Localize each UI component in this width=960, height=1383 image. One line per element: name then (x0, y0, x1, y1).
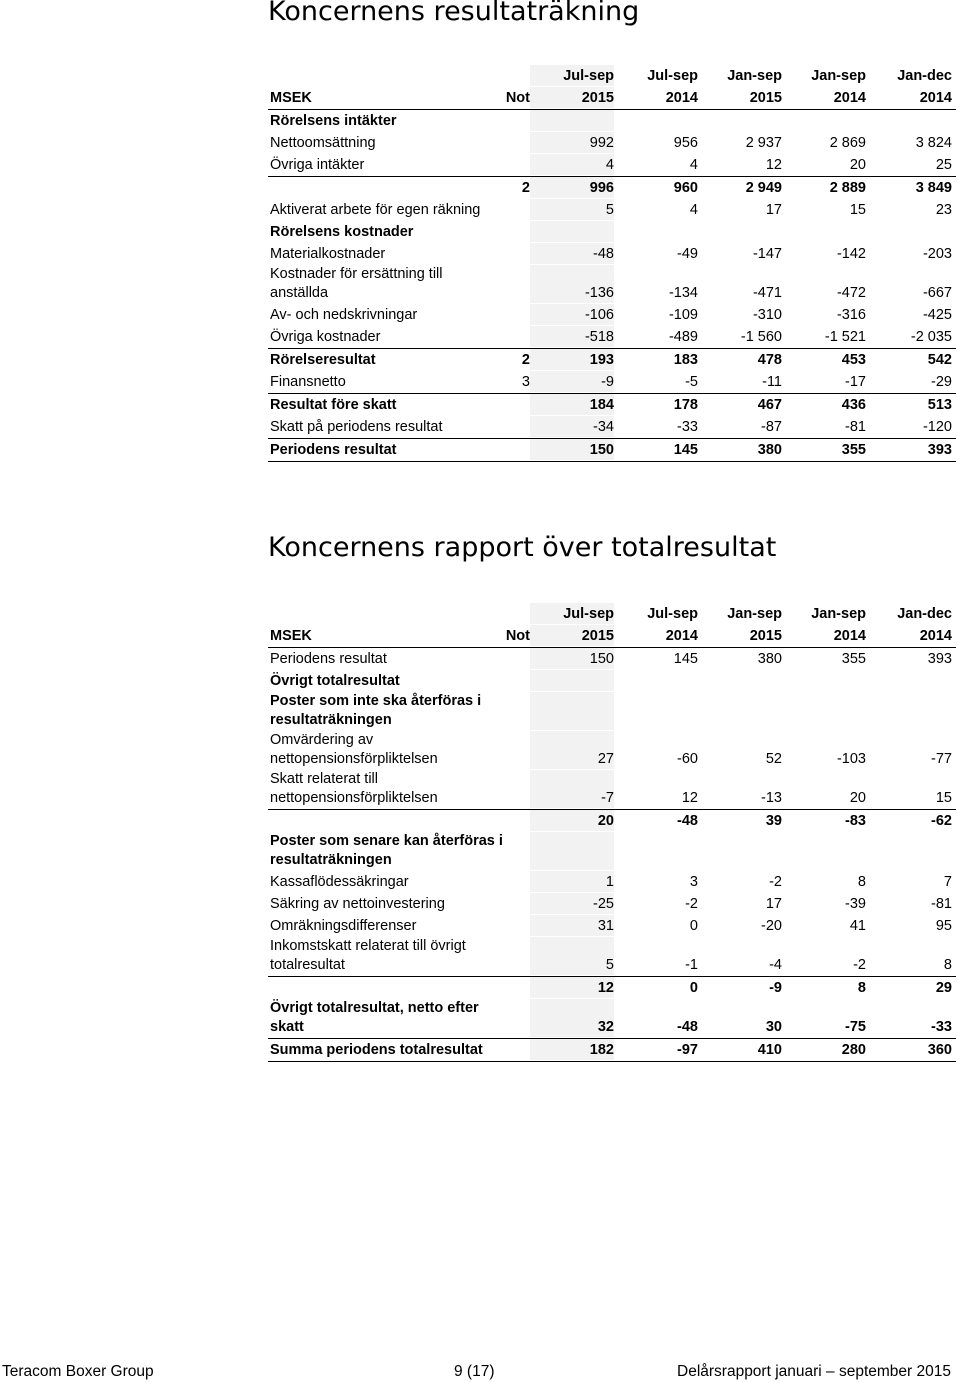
column-header-year: 2015 (581, 628, 614, 644)
value-cell: -77 (931, 751, 952, 767)
value-cell: 30 (765, 1019, 782, 1035)
column-header-year: 2014 (919, 90, 952, 106)
table-row (268, 371, 956, 394)
value-cell: 20 (849, 157, 866, 173)
value-cell: -25 (593, 896, 614, 912)
value-cell: 355 (841, 651, 866, 667)
value-cell: 193 (589, 352, 614, 368)
value-cell: 12 (681, 790, 698, 806)
row-label: Inkomstskatt relaterat till övrigt totalresultat (270, 938, 466, 973)
column-header-year: 2014 (665, 90, 698, 106)
table-row (268, 349, 956, 371)
value-cell: -203 (922, 246, 952, 262)
column-header-year: 2014 (833, 90, 866, 106)
value-cell: 5 (605, 957, 614, 973)
value-cell: 145 (673, 651, 698, 667)
header-row-period (268, 65, 956, 87)
value-cell: 467 (757, 397, 782, 413)
shaded-value-cell (530, 304, 614, 325)
header-unit-label: MSEK (270, 90, 312, 106)
value-cell: -103 (836, 751, 866, 767)
shaded-value-cell (530, 999, 614, 1037)
header-row-year (268, 625, 956, 648)
column-header-period: Jul-sep (563, 68, 614, 84)
column-header-year: 2015 (581, 90, 614, 106)
value-cell: 95 (935, 918, 952, 934)
value-cell: 8 (857, 980, 866, 996)
value-cell: 2 937 (745, 135, 782, 151)
row-label: Omvärdering av nettopensionsförpliktelsen (270, 732, 438, 767)
column-header-year: 2014 (833, 628, 866, 644)
value-cell: 360 (927, 1042, 952, 1058)
shaded-value-cell (530, 937, 614, 975)
row-note: 2 (521, 352, 530, 368)
table-row (268, 1039, 956, 1062)
shaded-value-cell (530, 177, 614, 198)
header-shaded-cell (530, 603, 614, 624)
value-cell: -147 (752, 246, 782, 262)
value-cell: 7 (943, 874, 952, 890)
shaded-value-cell (530, 893, 614, 914)
shaded-value-cell (530, 832, 614, 870)
value-cell: -13 (761, 790, 782, 806)
value-cell: -2 (853, 957, 866, 973)
shaded-value-cell (530, 371, 614, 392)
value-cell: 32 (597, 1019, 614, 1035)
header-row-period (268, 603, 956, 625)
row-label: Periodens resultat (270, 442, 397, 458)
value-cell: 150 (589, 651, 614, 667)
table-row (268, 439, 956, 462)
column-header-period: Jul-sep (647, 68, 698, 84)
value-cell: -81 (931, 896, 952, 912)
value-cell: 182 (589, 1042, 614, 1058)
shaded-value-cell (530, 670, 614, 691)
value-cell: -667 (922, 285, 952, 301)
table-row (268, 648, 956, 670)
value-cell: 31 (597, 918, 614, 934)
value-cell: -83 (845, 813, 866, 829)
value-cell: -9 (769, 980, 782, 996)
value-cell: -1 (685, 957, 698, 973)
value-cell: -39 (845, 896, 866, 912)
value-cell: -109 (668, 307, 698, 323)
value-cell: -134 (668, 285, 698, 301)
value-cell: -75 (845, 1019, 866, 1035)
value-cell: 960 (673, 180, 698, 196)
row-label: Finansnetto (270, 374, 346, 390)
value-cell: -472 (836, 285, 866, 301)
value-cell: -87 (761, 419, 782, 435)
row-label: Summa periodens totalresultat (270, 1042, 483, 1058)
value-cell: 1 (605, 874, 614, 890)
value-cell: 393 (927, 651, 952, 667)
column-header-year: 2014 (919, 628, 952, 644)
value-cell: 184 (589, 397, 614, 413)
shaded-value-cell (530, 132, 614, 153)
shaded-value-cell (530, 110, 614, 131)
value-cell: 4 (689, 157, 698, 173)
value-cell: -97 (677, 1042, 698, 1058)
table-row (268, 937, 956, 977)
column-header-year: 2015 (749, 90, 782, 106)
row-label: Kassaflödessäkringar (270, 874, 409, 890)
value-cell: 178 (673, 397, 698, 413)
row-label: Övriga intäkter (270, 157, 365, 173)
value-cell: -2 (769, 874, 782, 890)
value-cell: -316 (836, 307, 866, 323)
table-row (268, 132, 956, 154)
value-cell: -20 (761, 918, 782, 934)
comprehensive-income-table (268, 603, 956, 1062)
table-row (268, 770, 956, 810)
value-cell: 23 (935, 202, 952, 218)
row-label: Omräkningsdifferenser (270, 918, 417, 934)
shaded-value-cell (530, 810, 614, 831)
value-cell: 3 (689, 874, 698, 890)
row-label: Rörelsens intäkter (270, 113, 397, 129)
row-label: Övrigt totalresultat (270, 673, 400, 689)
column-header-period: Jan-dec (897, 68, 952, 84)
row-label: Skatt på periodens resultat (270, 419, 443, 435)
value-cell: -11 (762, 374, 782, 390)
value-cell: 5 (605, 202, 614, 218)
row-label: Övrigt totalresultat, netto efter skatt (270, 1000, 479, 1035)
value-cell: -29 (931, 374, 952, 390)
shaded-value-cell (530, 648, 614, 669)
column-header-period: Jan-sep (811, 68, 866, 84)
shaded-value-cell (530, 871, 614, 892)
shaded-value-cell (530, 439, 614, 460)
value-cell: 2 949 (745, 180, 782, 196)
value-cell: 2 869 (829, 135, 866, 151)
value-cell: 183 (673, 352, 698, 368)
column-header-year: 2014 (665, 628, 698, 644)
shaded-value-cell (530, 977, 614, 998)
value-cell: -120 (922, 419, 952, 435)
value-cell: -136 (584, 285, 614, 301)
column-header-period: Jul-sep (647, 606, 698, 622)
value-cell: 41 (849, 918, 866, 934)
value-cell: 453 (841, 352, 866, 368)
table-row (268, 394, 956, 416)
value-cell: -9 (601, 374, 614, 390)
column-header-period: Jul-sep (563, 606, 614, 622)
table-row (268, 177, 956, 199)
row-label: Poster som inte ska återföras i resultaträkningen (270, 693, 482, 728)
header-note-label: Not (505, 628, 530, 644)
value-cell: 8 (943, 957, 952, 973)
column-header-period: Jan-sep (811, 606, 866, 622)
row-label: Rörelsens kostnader (270, 224, 414, 240)
row-label: Skatt relaterat till nettopensionsförpliktelsen (270, 771, 438, 806)
value-cell: -1 521 (824, 329, 866, 345)
row-label: Nettoomsättning (270, 135, 376, 151)
value-cell: 410 (757, 1042, 782, 1058)
table-row (268, 326, 956, 349)
value-cell: -2 (685, 896, 698, 912)
value-cell: -425 (922, 307, 952, 323)
value-cell: 4 (689, 202, 698, 218)
value-cell: 25 (935, 157, 952, 173)
value-cell: -1 560 (740, 329, 782, 345)
value-cell: -471 (752, 285, 782, 301)
column-header-period: Jan-sep (727, 606, 782, 622)
shaded-value-cell (530, 915, 614, 936)
value-cell: -48 (677, 813, 698, 829)
value-cell: 17 (765, 202, 782, 218)
table-row (268, 832, 956, 871)
value-cell: 380 (757, 442, 782, 458)
comprehensive-income-title: Koncernens rapport över totalresultat (268, 532, 777, 563)
header-shaded-cell (530, 65, 614, 86)
value-cell: -49 (677, 246, 698, 262)
shaded-value-cell (530, 199, 614, 220)
row-label: Övriga kostnader (270, 329, 381, 345)
value-cell: -33 (931, 1019, 952, 1035)
shaded-value-cell (530, 265, 614, 303)
value-cell: 280 (841, 1042, 866, 1058)
value-cell: -106 (584, 307, 614, 323)
value-cell: 393 (927, 442, 952, 458)
value-cell: 15 (935, 790, 952, 806)
shaded-value-cell (530, 416, 614, 437)
value-cell: 145 (673, 442, 698, 458)
value-cell: 542 (927, 352, 952, 368)
income-statement-title: Koncernens resultaträkning (268, 0, 640, 27)
table-row (268, 915, 956, 937)
value-cell: 2 889 (829, 180, 866, 196)
value-cell: 29 (935, 980, 952, 996)
header-unit-label: MSEK (270, 628, 312, 644)
row-note: 2 (521, 180, 530, 196)
value-cell: -489 (668, 329, 698, 345)
table-row (268, 243, 956, 265)
shaded-value-cell (530, 1039, 614, 1060)
value-cell: 355 (841, 442, 866, 458)
value-cell: 27 (597, 751, 614, 767)
shaded-value-cell (530, 154, 614, 175)
row-label: Av- och nedskrivningar (270, 307, 418, 323)
value-cell: -62 (931, 813, 952, 829)
row-label: Resultat före skatt (270, 397, 397, 413)
value-cell: 52 (765, 751, 782, 767)
value-cell: 0 (689, 918, 698, 934)
value-cell: 20 (849, 790, 866, 806)
value-cell: -7 (601, 790, 614, 806)
column-header-year: 2015 (749, 628, 782, 644)
row-label: Periodens resultat (270, 651, 387, 667)
footer-company: Teracom Boxer Group (2, 1363, 154, 1380)
table-row (268, 871, 956, 893)
value-cell: 478 (757, 352, 782, 368)
table-row (268, 999, 956, 1039)
column-header-period: Jan-sep (727, 68, 782, 84)
row-label: Säkring av nettoinvestering (270, 896, 445, 912)
value-cell: -4 (769, 957, 782, 973)
value-cell: 3 824 (915, 135, 952, 151)
value-cell: -33 (677, 419, 698, 435)
table-row (268, 692, 956, 731)
value-cell: 17 (765, 896, 782, 912)
value-cell: 992 (589, 135, 614, 151)
row-label: Poster som senare kan återföras i resultaträkningen (270, 833, 503, 868)
table-row (268, 221, 956, 243)
value-cell: 380 (757, 651, 782, 667)
table-row (268, 199, 956, 221)
income-statement-table (268, 65, 956, 462)
value-cell: -310 (752, 307, 782, 323)
header-shaded-cell (530, 87, 614, 108)
header-note-label: Not (505, 90, 530, 106)
shaded-value-cell (530, 394, 614, 415)
table-row (268, 810, 956, 832)
value-cell: 39 (765, 813, 782, 829)
table-row (268, 265, 956, 304)
row-note: 3 (521, 374, 530, 390)
value-cell: -34 (593, 419, 614, 435)
value-cell: -17 (845, 374, 866, 390)
table-row (268, 731, 956, 770)
value-cell: -48 (677, 1019, 698, 1035)
value-cell: -81 (845, 419, 866, 435)
shaded-value-cell (530, 692, 614, 730)
value-cell: 956 (673, 135, 698, 151)
shaded-value-cell (530, 731, 614, 769)
footer-page-number: 9 (17) (454, 1363, 495, 1380)
row-label: Rörelseresultat (270, 352, 376, 368)
shaded-value-cell (530, 243, 614, 264)
table-row (268, 670, 956, 692)
value-cell: 513 (927, 397, 952, 413)
column-header-period: Jan-dec (897, 606, 952, 622)
table-row (268, 154, 956, 177)
value-cell: -518 (584, 329, 614, 345)
row-label: Kostnader för ersättning till anställda (270, 266, 443, 301)
header-shaded-cell (530, 625, 614, 646)
value-cell: 20 (597, 813, 614, 829)
row-label: Materialkostnader (270, 246, 386, 262)
value-cell: 150 (589, 442, 614, 458)
table-row (268, 977, 956, 999)
shaded-value-cell (530, 326, 614, 347)
value-cell: -60 (677, 751, 698, 767)
value-cell: 996 (589, 180, 614, 196)
table-row (268, 110, 956, 132)
table-row (268, 416, 956, 439)
value-cell: 12 (597, 980, 614, 996)
value-cell: -48 (593, 246, 614, 262)
table-row (268, 304, 956, 326)
value-cell: -142 (836, 246, 866, 262)
value-cell: 0 (689, 980, 698, 996)
value-cell: 12 (765, 157, 782, 173)
value-cell: 15 (849, 202, 866, 218)
row-label: Aktiverat arbete för egen räkning (270, 202, 481, 218)
table-row (268, 893, 956, 915)
footer-report-name: Delårsrapport januari – september 2015 (677, 1363, 951, 1380)
value-cell: -2 035 (910, 329, 952, 345)
value-cell: 4 (605, 157, 614, 173)
shaded-value-cell (530, 221, 614, 242)
shaded-value-cell (530, 770, 614, 808)
header-row-year (268, 87, 956, 110)
value-cell: -5 (685, 374, 698, 390)
value-cell: 8 (857, 874, 866, 890)
value-cell: 436 (841, 397, 866, 413)
shaded-value-cell (530, 349, 614, 370)
value-cell: 3 849 (915, 180, 952, 196)
